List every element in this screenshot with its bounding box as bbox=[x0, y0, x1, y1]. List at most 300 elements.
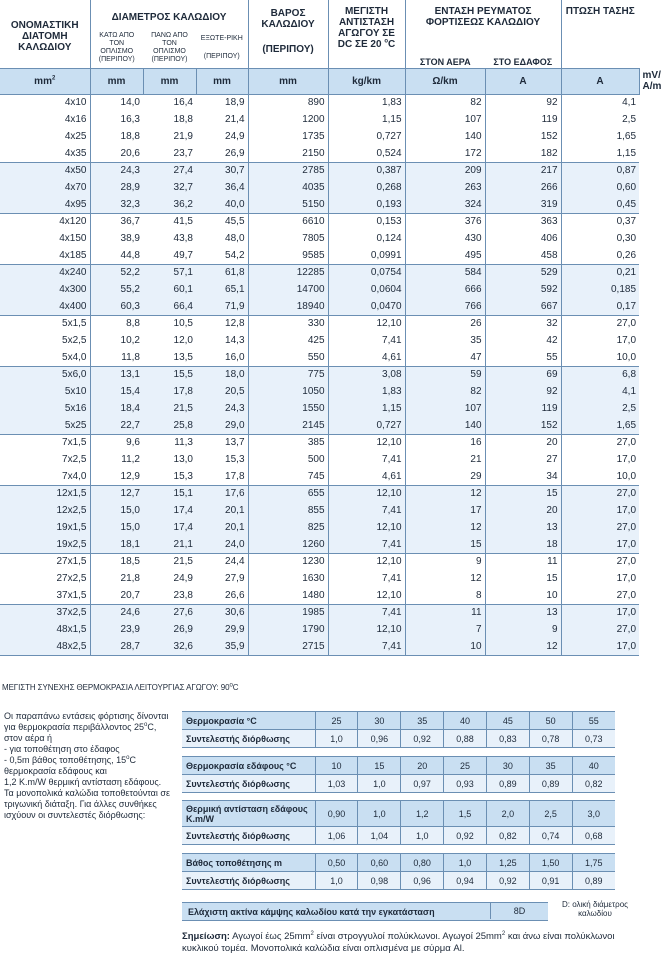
value-cell: 1,15 bbox=[328, 111, 405, 128]
value-cell: 47 bbox=[405, 349, 485, 366]
value-cell: 71,9 bbox=[196, 298, 248, 315]
value-cell: 12,10 bbox=[328, 485, 405, 502]
unit-cell: mm bbox=[196, 68, 248, 94]
value-cell: 15 bbox=[485, 570, 561, 587]
cable-section-cell: 4x35 bbox=[64, 147, 87, 159]
value-cell: 14700 bbox=[248, 281, 328, 298]
value-cell: 2715 bbox=[248, 638, 328, 655]
value-cell: 16,4 bbox=[173, 97, 193, 109]
value-cell: 7,41 bbox=[328, 502, 405, 519]
value-cell: 49,7 bbox=[173, 249, 193, 261]
value-cell: 209 bbox=[405, 162, 485, 179]
header-weight: ΒΑΡΟΣ ΚΑΛΩΔΙΟΥ (ΠΕΡΙΠΟΥ) bbox=[248, 0, 328, 68]
value-cell: 24,3 bbox=[90, 162, 143, 179]
value-cell: 9 bbox=[405, 553, 485, 570]
correction-factor-value: 1,0 bbox=[401, 827, 444, 845]
value-cell: 12,10 bbox=[328, 587, 405, 604]
correction-factor-value: 0,92 bbox=[486, 872, 529, 890]
value-cell: 17,6 bbox=[196, 485, 248, 502]
correction-factor-value: 1,0 bbox=[315, 872, 358, 890]
value-cell: 13 bbox=[485, 519, 561, 536]
correction-param-value: 1,75 bbox=[572, 854, 615, 872]
value-cell: 14,3 bbox=[225, 335, 245, 346]
value-cell: 27,6 bbox=[143, 604, 196, 621]
unit-cell: mm bbox=[90, 68, 143, 94]
value-cell: 35 bbox=[405, 332, 485, 349]
correction-param-value: 0,60 bbox=[358, 854, 401, 872]
value-cell: 60,1 bbox=[143, 281, 196, 298]
table-row bbox=[0, 604, 639, 621]
cable-section-cell: 5x25 bbox=[0, 417, 90, 434]
correction-param-value: 30 bbox=[486, 757, 529, 775]
correction-factor-value: 0,91 bbox=[529, 872, 572, 890]
cable-section-cell: 27x1,5 bbox=[0, 553, 90, 570]
value-cell: 119 bbox=[485, 400, 561, 417]
table-row bbox=[0, 315, 639, 332]
value-cell: 20,5 bbox=[196, 383, 248, 400]
value-cell: 57,1 bbox=[143, 264, 196, 281]
value-cell: 376 bbox=[405, 213, 485, 230]
table-row bbox=[0, 570, 639, 587]
value-cell: 1790 bbox=[248, 621, 328, 638]
cable-section-cell: 5x10 bbox=[0, 383, 90, 400]
correction-param-value: 3,0 bbox=[572, 801, 615, 827]
conditions-text: Οι παραπάνω εντάσεις φόρτισης δίνονται για θερμοκρασία περιβάλλοντος 25$^o$C, στον αέρα ή - για τοποθέτηση στο έδαφος - 0,5m βάθος τοποθέτησης, 15$^o$C θερμοκρασία εδάφους και 1,2 K.m/W θερμική αντίσταση εδάφους. Τα μονοπολικά καλώδια τοποθετούνται σε τριγωνική διάταξη. Για άλλες συνθήκες ισχύουν οι συντελεστές διόρθωσης: bbox=[4, 711, 170, 820]
value-cell: 266 bbox=[485, 179, 561, 196]
value-cell: 140 bbox=[405, 417, 485, 434]
value-cell: 0,124 bbox=[328, 230, 405, 247]
value-cell: 15 bbox=[485, 485, 561, 502]
correction-factor-value: 0,97 bbox=[401, 775, 444, 793]
header-max-resistance: ΜΕΓΙΣΤΗ ΑΝΤΙΣΤΑΣΗ ΑΓΩΓΟΥ ΣΕ DC ΣΕ 20 $^o$C bbox=[328, 0, 405, 68]
value-cell: 1550 bbox=[248, 400, 328, 417]
value-cell: 27,0 bbox=[561, 485, 639, 502]
value-cell: 27,0 bbox=[561, 553, 639, 570]
value-cell: 35,9 bbox=[196, 638, 248, 655]
value-cell: 55,2 bbox=[90, 281, 143, 298]
cable-section-cell: 48x1,5 bbox=[0, 621, 90, 638]
value-cell: 21,1 bbox=[143, 536, 196, 553]
table-row bbox=[0, 485, 639, 502]
value-cell: 18,5 bbox=[90, 553, 143, 570]
value-cell: 32,7 bbox=[143, 179, 196, 196]
correction-param-label: Θερμοκρασία εδάφους °C bbox=[182, 757, 315, 775]
cable-section-cell: 37x2,5 bbox=[0, 604, 90, 621]
value-cell: 10 bbox=[485, 587, 561, 604]
value-cell: 2785 bbox=[248, 162, 328, 179]
correction-table bbox=[182, 853, 615, 890]
cable-section-cell: 7x2,5 bbox=[62, 454, 87, 465]
value-cell: 21,5 bbox=[143, 400, 196, 417]
value-cell: 0,21 bbox=[561, 264, 639, 281]
value-cell: 17,0 bbox=[561, 502, 639, 519]
value-cell: 8,8 bbox=[90, 315, 143, 332]
value-cell: 18,4 bbox=[90, 400, 143, 417]
cable-section-cell: 4x70 bbox=[0, 179, 90, 196]
value-cell: 766 bbox=[405, 298, 485, 315]
value-cell: 40,0 bbox=[196, 196, 248, 213]
value-cell: 42 bbox=[485, 332, 561, 349]
value-cell: 15,0 bbox=[90, 502, 143, 519]
value-cell: 12 bbox=[405, 485, 485, 502]
value-cell: 2145 bbox=[248, 417, 328, 434]
value-cell: 15,1 bbox=[143, 485, 196, 502]
correction-factor-value: 0,93 bbox=[444, 775, 487, 793]
value-cell: 3,08 bbox=[328, 366, 405, 383]
value-cell: 16 bbox=[405, 434, 485, 451]
value-cell: 36,2 bbox=[143, 196, 196, 213]
value-cell: 12 bbox=[405, 519, 485, 536]
value-cell: 1480 bbox=[248, 587, 328, 604]
table-row bbox=[0, 638, 639, 655]
value-cell: 6,8 bbox=[561, 366, 639, 383]
value-cell: 36,7 bbox=[90, 213, 143, 230]
correction-param-value: 35 bbox=[401, 712, 444, 730]
value-cell: 27,4 bbox=[143, 162, 196, 179]
value-cell: 26,9 bbox=[225, 147, 245, 159]
value-cell: 12,10 bbox=[328, 315, 405, 332]
cable-section-cell: 19x1,5 bbox=[0, 519, 90, 536]
value-cell: 0,60 bbox=[561, 179, 639, 196]
value-cell: 9585 bbox=[248, 247, 328, 264]
value-cell: 60,3 bbox=[90, 298, 143, 315]
value-cell: 17,0 bbox=[561, 536, 639, 553]
value-cell: 17,8 bbox=[143, 383, 196, 400]
table-row bbox=[0, 230, 639, 247]
value-cell: 17,0 bbox=[561, 638, 639, 655]
cable-section-cell: 4x25 bbox=[64, 131, 87, 142]
value-cell: 28,9 bbox=[90, 179, 143, 196]
value-cell: 20,6 bbox=[90, 145, 143, 162]
value-cell: 7 bbox=[405, 621, 485, 638]
value-cell: 0,0991 bbox=[328, 247, 405, 264]
correction-factor-value: 0,92 bbox=[444, 827, 487, 845]
value-cell: 0,87 bbox=[561, 162, 639, 179]
table-row bbox=[0, 536, 639, 553]
header-below-armour: ΚΑΤΩ ΑΠΟ ΤΟΝ ΟΠΛΙΣΜΟ (ΠΕΡΙΠΟΥ) bbox=[90, 28, 143, 68]
value-cell: 0,185 bbox=[561, 281, 639, 298]
value-cell: 152 bbox=[485, 417, 561, 434]
value-cell: 182 bbox=[485, 145, 561, 162]
value-cell: 18,9 bbox=[225, 97, 245, 109]
value-cell: 15,3 bbox=[173, 470, 193, 482]
value-cell: 9 bbox=[485, 621, 561, 638]
value-cell: 550 bbox=[248, 349, 328, 366]
cable-section-cell: 27x2,5 bbox=[56, 573, 87, 584]
table-row bbox=[0, 179, 639, 196]
value-cell: 1,15 bbox=[328, 400, 405, 417]
value-cell: 0,727 bbox=[328, 128, 405, 145]
value-cell: 12,9 bbox=[90, 468, 143, 485]
value-cell: 655 bbox=[248, 485, 328, 502]
value-cell: 21 bbox=[405, 451, 485, 468]
value-cell: 17,0 bbox=[561, 451, 639, 468]
value-cell: 825 bbox=[248, 519, 328, 536]
unit-cell: kg/km bbox=[328, 68, 405, 94]
value-cell: 24,4 bbox=[196, 553, 248, 570]
correction-factor-label: Συντελεστής διόρθωσης bbox=[182, 730, 315, 748]
value-cell: 24,9 bbox=[173, 573, 193, 584]
value-cell: 21,9 bbox=[173, 131, 193, 142]
value-cell: 27,0 bbox=[561, 587, 639, 604]
correction-param-value: 2,0 bbox=[486, 801, 529, 827]
correction-factor-value: 1,04 bbox=[358, 827, 401, 845]
value-cell: 13,7 bbox=[196, 434, 248, 451]
value-cell: 27,9 bbox=[225, 573, 245, 584]
value-cell: 11,8 bbox=[90, 349, 143, 366]
value-cell: 29,9 bbox=[196, 621, 248, 638]
value-cell: 30,7 bbox=[196, 162, 248, 179]
value-cell: 4,1 bbox=[561, 94, 639, 111]
value-cell: 16,0 bbox=[225, 351, 245, 363]
header-voltage-drop: ΠΤΩΣΗ ΤΑΣΗΣ bbox=[561, 0, 639, 68]
value-cell: 10,0 bbox=[561, 349, 639, 366]
value-cell: 2,5 bbox=[561, 400, 639, 417]
value-cell: 0,17 bbox=[561, 298, 639, 315]
value-cell: 263 bbox=[405, 179, 485, 196]
value-cell: 7,41 bbox=[328, 638, 405, 655]
correction-param-value: 0,90 bbox=[315, 801, 358, 827]
bend-radius-label: Ελάχιστη ακτίνα κάμψης καλωδίου κατά την εγκατάσταση bbox=[188, 907, 435, 917]
header-diameter: ΔΙΑΜΕΤΡΟΣ ΚΑΛΩΔΙΟΥ bbox=[90, 0, 248, 28]
value-cell: 745 bbox=[248, 468, 328, 485]
value-cell: 32,3 bbox=[90, 196, 143, 213]
value-cell: 7,41 bbox=[328, 451, 405, 468]
value-cell: 0,153 bbox=[328, 213, 405, 230]
header-ground: ΣΤΟ ΕΔΑΦΟΣ bbox=[493, 56, 553, 67]
value-cell: 2,5 bbox=[561, 111, 639, 128]
correction-param-value: 25 bbox=[315, 712, 358, 730]
correction-param-value: 30 bbox=[358, 712, 401, 730]
value-cell: 55 bbox=[485, 349, 561, 366]
value-cell: 12,8 bbox=[196, 315, 248, 332]
value-cell: 7805 bbox=[248, 230, 328, 247]
value-cell: 9,6 bbox=[90, 434, 143, 451]
table-row bbox=[0, 281, 639, 298]
value-cell: 458 bbox=[485, 247, 561, 264]
value-cell: 7,41 bbox=[328, 332, 405, 349]
value-cell: 20,7 bbox=[90, 587, 143, 604]
table-row bbox=[0, 587, 639, 604]
correction-param-value: 15 bbox=[358, 757, 401, 775]
value-cell: 6610 bbox=[248, 213, 328, 230]
correction-factor-value: 0,78 bbox=[529, 730, 572, 748]
cable-section-cell: 4x95 bbox=[0, 196, 90, 213]
value-cell: 13 bbox=[485, 604, 561, 621]
correction-param-value: 1,5 bbox=[444, 801, 487, 827]
value-cell: 12,0 bbox=[173, 335, 193, 346]
value-cell: 140 bbox=[405, 128, 485, 145]
cable-section-cell: 4x400 bbox=[0, 298, 90, 315]
unit-cell: Ω/km bbox=[405, 68, 485, 94]
value-cell: 10,5 bbox=[143, 315, 196, 332]
value-cell: 12285 bbox=[248, 264, 328, 281]
max-temperature-note: ΜΕΓΙΣΤΗ ΣΥΝΕΧΗΣ ΘΕΡΜΟΚΡΑΣΙΑ ΛΕΙΤΟΥΡΓΙΑΣ ΑΓΩΓΟΥ: 90$^o$C bbox=[2, 682, 239, 692]
value-cell: 41,5 bbox=[143, 213, 196, 230]
value-cell: 1630 bbox=[248, 570, 328, 587]
value-cell: 23,8 bbox=[173, 589, 193, 601]
value-cell: 23,9 bbox=[90, 621, 143, 638]
value-cell: 69 bbox=[485, 366, 561, 383]
value-cell: 0,524 bbox=[328, 145, 405, 162]
value-cell: 17,0 bbox=[561, 604, 639, 621]
value-cell: 11,2 bbox=[90, 451, 143, 468]
value-cell: 26,6 bbox=[225, 589, 245, 601]
value-cell: 24,6 bbox=[90, 604, 143, 621]
value-cell: 385 bbox=[248, 434, 328, 451]
value-cell: 406 bbox=[485, 230, 561, 247]
correction-param-value: 40 bbox=[572, 757, 615, 775]
value-cell: 92 bbox=[485, 94, 561, 111]
value-cell: 17,4 bbox=[143, 502, 196, 519]
unit-mm2: $mm^2$ bbox=[0, 68, 90, 94]
value-cell: 0,45 bbox=[561, 196, 639, 213]
header-nominal-section: ΟΝΟΜΑΣΤΙΚΗ ΔΙΑΤΟΜΗ ΚΑΛΩΔΙΟΥ bbox=[10, 20, 79, 54]
correction-param-label: Θερμική αντίσταση εδάφους K.m/W bbox=[182, 801, 315, 827]
value-cell: 107 bbox=[405, 111, 485, 128]
value-cell: 27 bbox=[485, 451, 561, 468]
value-cell: 27,0 bbox=[561, 519, 639, 536]
value-cell: 5150 bbox=[248, 196, 328, 213]
cable-section-cell: 12x2,5 bbox=[0, 502, 90, 519]
value-cell: 0,0470 bbox=[328, 298, 405, 315]
table-row bbox=[0, 247, 639, 264]
value-cell: 15,0 bbox=[90, 519, 143, 536]
value-cell: 18,8 bbox=[90, 128, 143, 145]
value-cell: 29 bbox=[405, 468, 485, 485]
correction-param-label: Βάθος τοποθέτησης m bbox=[182, 854, 315, 872]
value-cell: 18 bbox=[485, 536, 561, 553]
value-cell: 28,7 bbox=[90, 638, 143, 655]
value-cell: 17,4 bbox=[143, 519, 196, 536]
value-cell: 23,7 bbox=[173, 147, 193, 159]
value-cell: 26 bbox=[405, 315, 485, 332]
value-cell: 54,2 bbox=[225, 249, 245, 261]
value-cell: 25,8 bbox=[143, 417, 196, 434]
value-cell: 44,8 bbox=[90, 247, 143, 264]
correction-param-value: 55 bbox=[572, 712, 615, 730]
value-cell: 4035 bbox=[248, 179, 328, 196]
cable-section-cell: 5x2,5 bbox=[62, 335, 87, 346]
value-cell: 21,4 bbox=[225, 114, 245, 125]
cable-section-cell: 4x10 bbox=[64, 97, 87, 109]
value-cell: 1200 bbox=[248, 111, 328, 128]
value-cell: 13,1 bbox=[90, 366, 143, 383]
value-cell: 8 bbox=[405, 587, 485, 604]
value-cell: 59 bbox=[405, 366, 485, 383]
value-cell: 14,0 bbox=[90, 94, 143, 111]
value-cell: 15,5 bbox=[143, 366, 196, 383]
correction-param-value: 0,80 bbox=[401, 854, 444, 872]
correction-param-value: 1,2 bbox=[401, 801, 444, 827]
table-row bbox=[0, 111, 639, 128]
value-cell: 0,268 bbox=[328, 179, 405, 196]
correction-factor-value: 0,82 bbox=[572, 775, 615, 793]
value-cell: 1985 bbox=[248, 604, 328, 621]
table-row bbox=[0, 502, 639, 519]
value-cell: 10,2 bbox=[90, 332, 143, 349]
table-row bbox=[0, 196, 639, 213]
value-cell: 52,2 bbox=[90, 264, 143, 281]
value-cell: 12,10 bbox=[328, 553, 405, 570]
value-cell: 15 bbox=[405, 536, 485, 553]
value-cell: 319 bbox=[485, 196, 561, 213]
cable-section-cell: 4x120 bbox=[0, 213, 90, 230]
correction-factor-value: 1,0 bbox=[358, 775, 401, 793]
unit-cell: A bbox=[485, 68, 561, 94]
value-cell: 43,8 bbox=[173, 233, 193, 244]
table-row bbox=[0, 451, 639, 468]
table-row bbox=[0, 298, 639, 315]
header-outer: ΕΞΩΤΕ-ΡΙΚΗ (ΠΕΡΙΠΟΥ) bbox=[200, 34, 243, 60]
table-row bbox=[0, 264, 639, 281]
value-cell: 30,6 bbox=[196, 604, 248, 621]
value-cell: 0,0604 bbox=[328, 281, 405, 298]
cable-section-cell: 4x150 bbox=[59, 233, 87, 244]
table-row bbox=[0, 400, 639, 417]
correction-param-value: 45 bbox=[486, 712, 529, 730]
value-cell: 1,83 bbox=[328, 94, 405, 111]
cable-section-cell: 5x4,0 bbox=[62, 351, 87, 363]
value-cell: 38,9 bbox=[90, 230, 143, 247]
correction-factor-value: 0,98 bbox=[358, 872, 401, 890]
value-cell: 92 bbox=[485, 383, 561, 400]
value-cell: 855 bbox=[248, 502, 328, 519]
value-cell: 24,9 bbox=[225, 131, 245, 142]
value-cell: 12,10 bbox=[328, 621, 405, 638]
table-row bbox=[0, 621, 639, 638]
value-cell: 2150 bbox=[248, 145, 328, 162]
value-cell: 12 bbox=[485, 638, 561, 655]
value-cell: 22,7 bbox=[90, 417, 143, 434]
correction-factor-label: Συντελεστής διόρθωσης bbox=[182, 775, 315, 793]
value-cell: 17,8 bbox=[225, 470, 245, 482]
value-cell: 13,5 bbox=[173, 351, 193, 363]
value-cell: 330 bbox=[248, 315, 328, 332]
correction-param-value: 25 bbox=[444, 757, 487, 775]
value-cell: 0,387 bbox=[328, 162, 405, 179]
correction-factor-value: 0,89 bbox=[486, 775, 529, 793]
correction-param-value: 1,50 bbox=[529, 854, 572, 872]
cable-section-cell: 37x1,5 bbox=[56, 589, 87, 601]
value-cell: 495 bbox=[405, 247, 485, 264]
value-cell: 4,1 bbox=[561, 383, 639, 400]
value-cell: 61,8 bbox=[196, 264, 248, 281]
value-cell: 66,4 bbox=[143, 298, 196, 315]
table-row bbox=[0, 145, 639, 162]
cable-section-cell: 4x50 bbox=[0, 162, 90, 179]
header-air: ΣΤΟΝ ΑΕΡΑ bbox=[405, 28, 485, 68]
value-cell: 27,0 bbox=[561, 434, 639, 451]
value-cell: 20 bbox=[485, 434, 561, 451]
value-cell: 4,61 bbox=[328, 349, 405, 366]
correction-factor-value: 0,96 bbox=[358, 730, 401, 748]
correction-factor-value: 0,96 bbox=[401, 872, 444, 890]
value-cell: 24,0 bbox=[196, 536, 248, 553]
value-cell: 1,65 bbox=[561, 417, 639, 434]
correction-param-value: 0,50 bbox=[315, 854, 358, 872]
value-cell: 32,6 bbox=[143, 638, 196, 655]
cable-section-cell: 5x16 bbox=[0, 400, 90, 417]
correction-factor-value: 0,74 bbox=[529, 827, 572, 845]
value-cell: 217 bbox=[485, 162, 561, 179]
value-cell: 0,26 bbox=[561, 247, 639, 264]
value-cell: 430 bbox=[405, 230, 485, 247]
value-cell: 152 bbox=[485, 128, 561, 145]
correction-param-value: 1,0 bbox=[444, 854, 487, 872]
unit-cell: mm bbox=[143, 68, 196, 94]
value-cell: 16,3 bbox=[90, 111, 143, 128]
